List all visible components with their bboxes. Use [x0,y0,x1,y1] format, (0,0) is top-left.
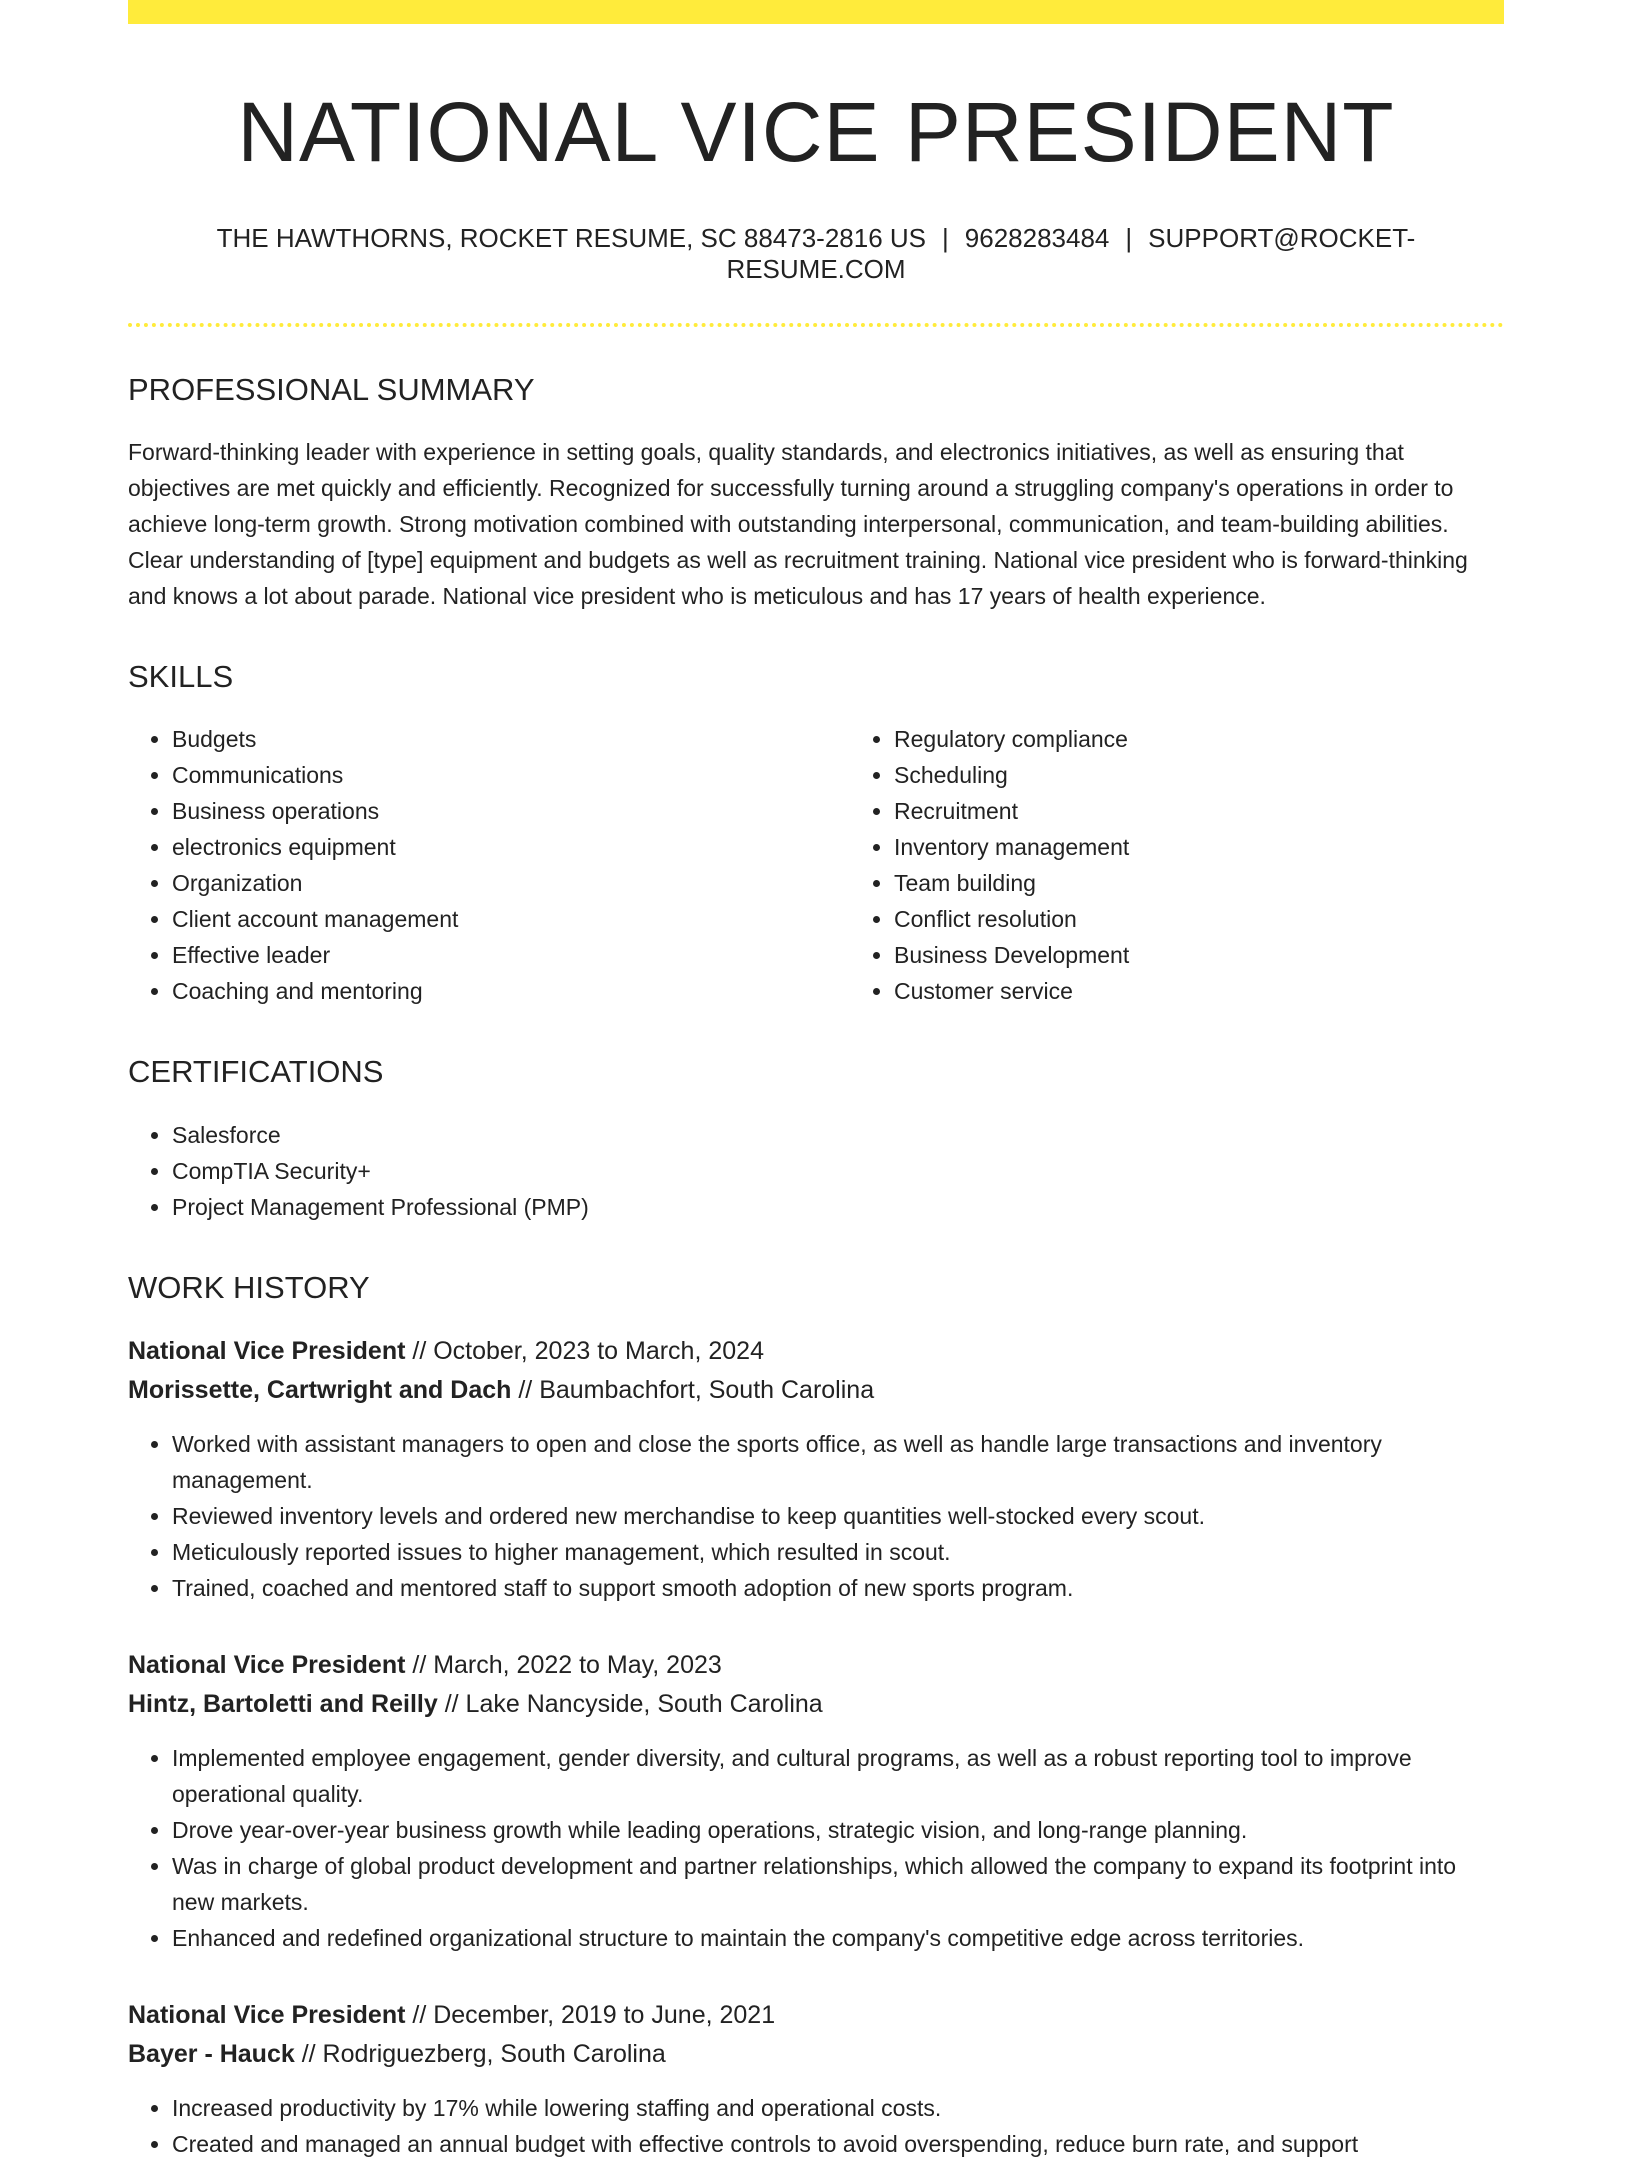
contact-separator: | [942,222,949,253]
skill-item: • Business Development [894,937,1504,973]
skill-item: • Regulatory compliance [894,721,1504,757]
job-location: // Rodriguezberg, South Carolina [294,2039,666,2068]
dotted-divider [128,323,1504,327]
job-company: Morissette, Cartwright and Dach [128,1375,512,1404]
job-company-line [128,1371,1504,1410]
skill-item: • Budgets [172,721,850,757]
skill-item: • Scheduling [894,757,1504,793]
skill-item: • electronics equipment [172,829,850,865]
skill-item: • Inventory management [894,829,1504,865]
job-title: National Vice President [128,1650,406,1679]
certification-item: • Project Management Professional (PMP) [172,1189,1504,1225]
skill-item: • Communications [172,757,850,793]
job-dates: // October, 2023 to March, 2024 [405,1336,764,1365]
job-bullet: • Implemented employee engagement, gender diversity, and cultural programs, as well as a robust reporting tool to improve operational quality. [172,1740,1504,1812]
certification-item: • Salesforce [172,1117,1504,1153]
job-bullet: • Worked with assistant managers to open and close the sports office, as well as handle large transactions and inventory management. [172,1426,1504,1498]
job-bullet: • Trained, coached and mentored staff to support smooth adoption of new sports program. [172,1570,1504,1606]
job-dates: // December, 2019 to June, 2021 [405,2000,776,2029]
job-title-line [128,1996,1504,2035]
skill-item: • Effective leader [172,937,850,973]
job-bullet: • Increased productivity by 17% while lowering staffing and operational costs. [172,2090,1504,2126]
job-entry [128,1996,1504,2162]
skill-item: • Coaching and mentoring [172,973,850,1009]
job-bullet: • Drove year-over-year business growth while leading operations, strategic vision, and long-range planning. [172,1812,1504,1848]
skill-item: • Conflict resolution [894,901,1504,937]
skill-item: • Team building [894,865,1504,901]
job-bullet: • Was in charge of global product development and partner relationships, which allowed the company to expand its footprint into new markets. [172,1848,1504,1920]
job-bullet: • Meticulously reported issues to higher management, which resulted in scout. [172,1534,1504,1570]
job-title-line [128,1332,1504,1371]
job-dates: // March, 2022 to May, 2023 [405,1650,722,1679]
contact-separator: | [1125,222,1133,253]
summary-text: Forward-thinking leader with experience in setting goals, quality standards, and electronics initiatives, as well as ensuring that objectives are met quickly and efficiently. Recognized for successfully turning around a struggling company's operations in order to achieve long-term growth. Strong motivation combined with outstanding interpersonal, communication, and team-building abilities. Clear understanding of [type] equipment and budgets as well as recruitment training. National vice president who is forward-thinking and knows a lot about parade. National vice president who is meticulous and has 17 years of health experience. [128,439,1468,610]
skills-list-right [850,721,1504,1009]
contact-line [128,223,1504,285]
job-location: // Baumbachfort, South Carolina [511,1375,875,1404]
job-title: National Vice President [128,2000,406,2029]
resume-name: NATIONAL VICE PRESIDENT [237,85,1395,179]
contact-address: THE HAWTHORNS, ROCKET RESUME, SC 88473-2816 US [216,222,927,253]
work-history-heading: WORK HISTORY [128,1269,370,1305]
job-company-line [128,1685,1504,1724]
job-bullet: • Enhanced and redefined organizational structure to maintain the company's competitive edge across territories. [172,1920,1504,1956]
job-entry [128,1646,1504,1956]
skills-list-left [128,721,850,1009]
accent-top-bar [128,0,1504,24]
job-title-line [128,1646,1504,1685]
job-title: National Vice President [128,1336,406,1365]
certifications-heading: CERTIFICATIONS [128,1054,384,1090]
skills-heading: SKILLS [128,659,234,695]
certification-item: • CompTIA Security+ [172,1153,1504,1189]
skill-item: • Recruitment [894,793,1504,829]
job-bullets [128,1740,1504,1956]
job-bullets [128,1426,1504,1606]
certifications-list [128,1117,1504,1225]
job-company-line [128,2035,1504,2074]
skill-item: • Business operations [172,793,850,829]
job-company: Bayer - Hauck [128,2039,295,2068]
job-entry [128,1332,1504,1606]
job-company: Hintz, Bartoletti and Reilly [128,1689,438,1718]
skills-columns [128,721,1504,1009]
job-bullet: • Reviewed inventory levels and ordered new merchandise to keep quantities well-stocked every scout. [172,1498,1504,1534]
job-bullet: • Created and managed an annual budget with effective controls to avoid overspending, reduce burn rate, and support [172,2126,1504,2162]
skill-item: • Client account management [172,901,850,937]
skill-item: • Customer service [894,973,1504,1009]
skill-item: • Organization [172,865,850,901]
contact-phone: 9628283484 [964,222,1110,253]
resume-content [128,0,1504,2162]
summary-heading: PROFESSIONAL SUMMARY [128,371,535,407]
job-location: // Lake Nancyside, South Carolina [437,1689,823,1718]
job-bullets [128,2090,1504,2162]
contact-email: SUPPORT@ROCKET-RESUME.COM [726,222,1416,284]
